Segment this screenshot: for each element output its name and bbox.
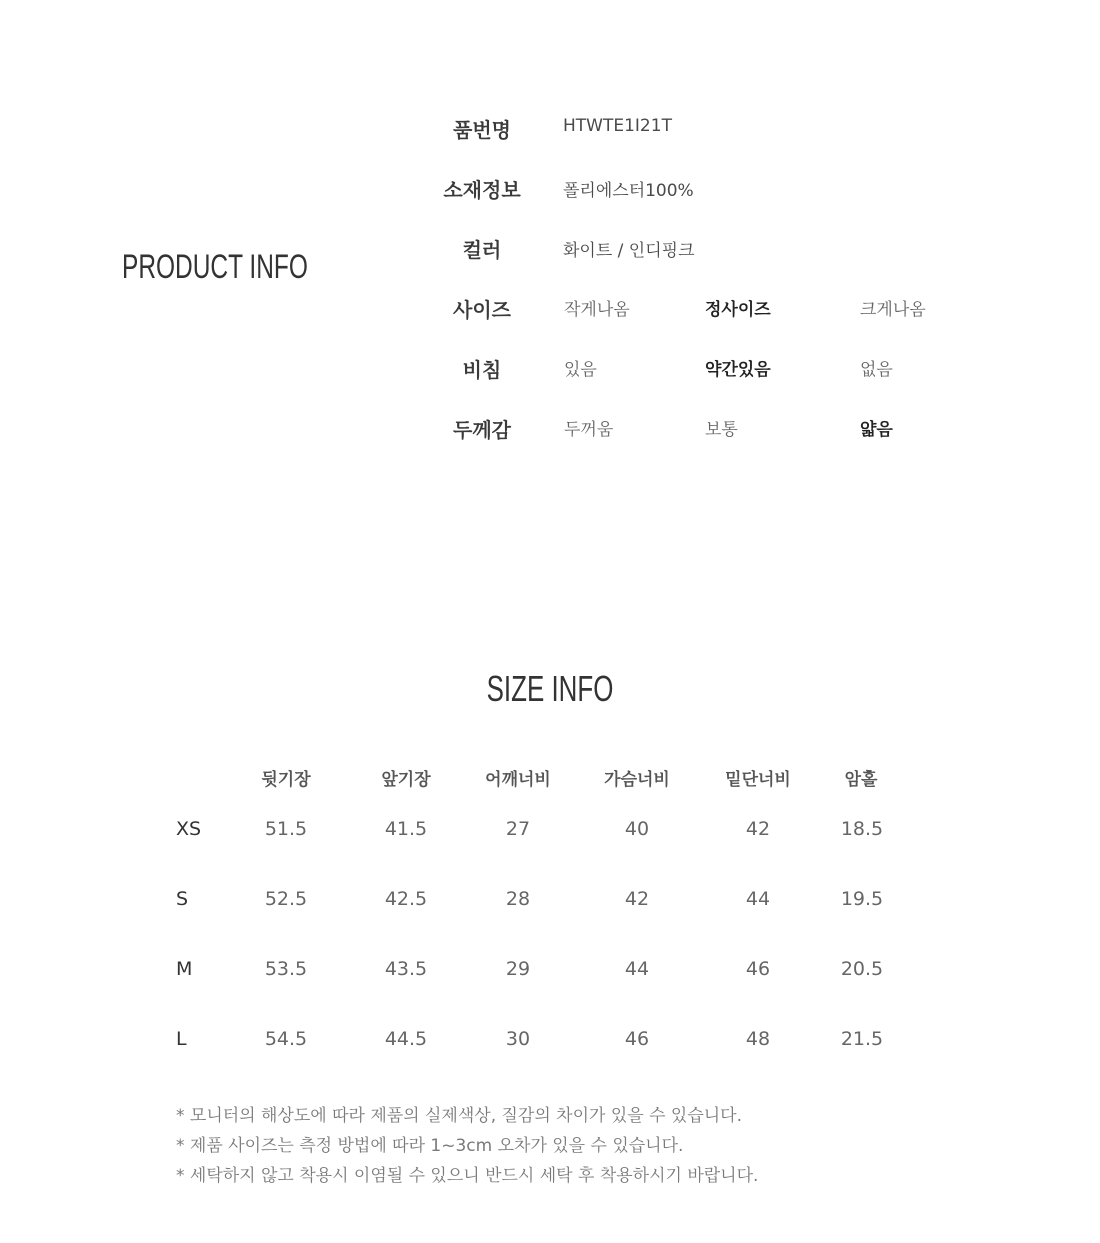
sheerness-option-yes: 있음 [564, 360, 597, 380]
label-material: 소재정보 [443, 178, 521, 202]
table-cell: 21.5 [840, 1028, 884, 1050]
table-cell: 41.5 [384, 818, 428, 840]
size-label-l: L [176, 1028, 187, 1050]
column-header-front-length: 앞기장 [381, 770, 431, 790]
note-size-tolerance: * 제품 사이즈는 측정 방법에 따라 1~3cm 오차가 있을 수 있습니다. [176, 1136, 684, 1156]
size-label-m: M [176, 958, 193, 980]
thickness-option-thin: 얇음 [860, 420, 893, 440]
table-cell: 42.5 [384, 888, 428, 910]
value-color: 화이트 / 인디핑크 [563, 241, 695, 261]
size-info-title-text: SIZE INFO [486, 668, 614, 709]
table-cell: 43.5 [384, 958, 428, 980]
table-cell: 44 [624, 958, 650, 980]
product-info-title: PRODUCT INFO [122, 248, 308, 286]
value-product-code: HTWTE1I21T [563, 116, 672, 136]
column-header-back-length: 뒷기장 [261, 770, 311, 790]
table-cell: 40 [624, 818, 650, 840]
table-cell: 44.5 [384, 1028, 428, 1050]
size-label-xs: XS [176, 818, 202, 840]
table-cell: 51.5 [264, 818, 308, 840]
size-fit-option-regular: 정사이즈 [705, 300, 771, 320]
table-cell: 54.5 [264, 1028, 308, 1050]
note-washing-advice: * 세탁하지 않고 착용시 이염될 수 있으니 반드시 세탁 후 착용하시기 바랍니다. [176, 1166, 759, 1186]
table-cell: 29 [505, 958, 531, 980]
table-cell: 18.5 [840, 818, 884, 840]
size-label-s: S [176, 888, 189, 910]
table-cell: 27 [505, 818, 531, 840]
table-cell: 44 [745, 888, 771, 910]
table-cell: 48 [745, 1028, 771, 1050]
table-cell: 20.5 [840, 958, 884, 980]
thickness-option-thick: 두꺼움 [564, 420, 614, 440]
table-cell: 46 [624, 1028, 650, 1050]
size-fit-option-small: 작게나옴 [564, 300, 630, 320]
note-color-disclaimer: * 모니터의 해상도에 따라 제품의 실제색상, 질감의 차이가 있을 수 있습니다. [176, 1106, 743, 1126]
label-color: 컬러 [462, 238, 502, 262]
column-header-chest-width: 가슴너비 [604, 770, 670, 790]
sheerness-option-none: 없음 [860, 360, 893, 380]
label-sheerness: 비침 [462, 358, 502, 382]
table-cell: 42 [624, 888, 650, 910]
thickness-option-normal: 보통 [705, 420, 738, 440]
size-info-title [0, 668, 1100, 710]
table-cell: 52.5 [264, 888, 308, 910]
table-cell: 19.5 [840, 888, 884, 910]
table-cell: 46 [745, 958, 771, 980]
label-size-fit: 사이즈 [453, 298, 511, 322]
column-header-hem-width: 밑단너비 [725, 770, 791, 790]
column-header-shoulder-width: 어깨너비 [485, 770, 551, 790]
label-thickness: 두께감 [453, 418, 511, 442]
label-product-code: 품번명 [453, 118, 511, 142]
column-header-armhole: 암홀 [844, 770, 878, 790]
table-cell: 28 [505, 888, 531, 910]
value-material: 폴리에스터100% [563, 181, 694, 201]
table-cell: 30 [505, 1028, 531, 1050]
table-cell: 42 [745, 818, 771, 840]
table-cell: 53.5 [264, 958, 308, 980]
sheerness-option-slight: 약간있음 [705, 360, 771, 380]
size-fit-option-large: 크게나옴 [860, 300, 926, 320]
